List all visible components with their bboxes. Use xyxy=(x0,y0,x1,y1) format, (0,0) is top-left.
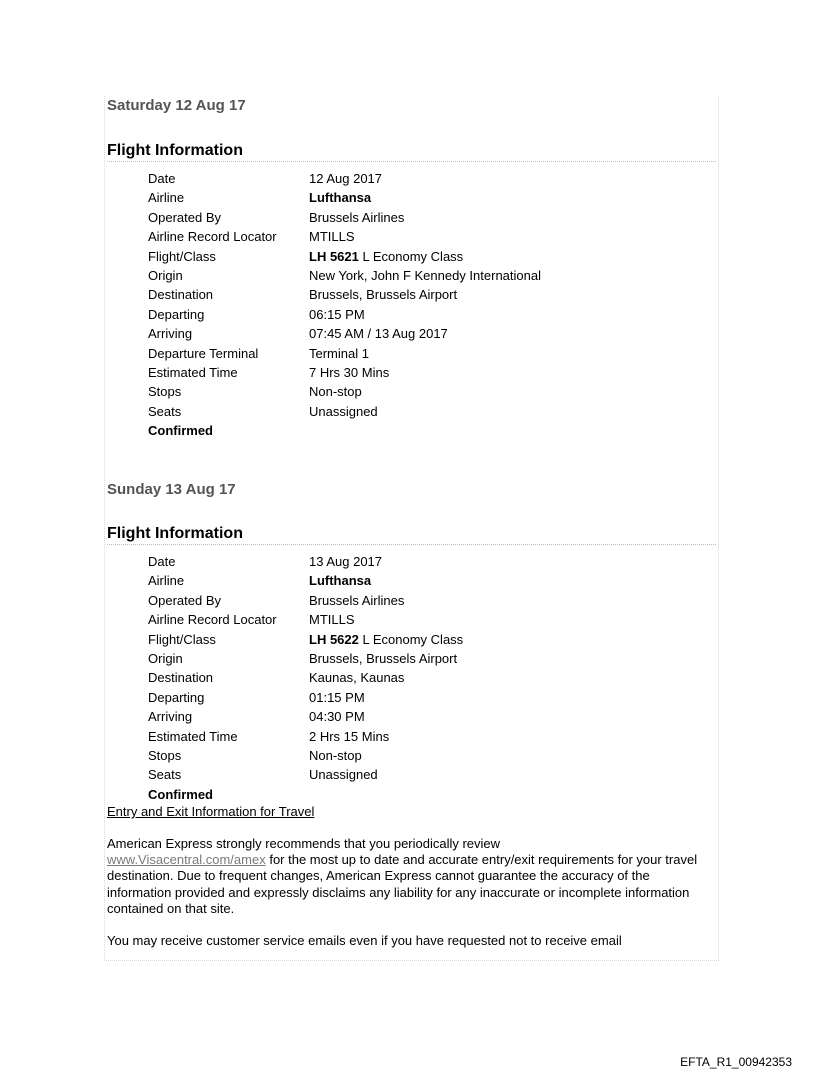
visacentral-link[interactable]: www.Visacentral.com/amex xyxy=(107,852,266,868)
detail-row-airline xyxy=(148,188,708,207)
value-date: 12 Aug 2017 xyxy=(309,171,383,186)
detail-row-departing xyxy=(148,305,708,324)
label-destination: Destination xyxy=(148,287,214,303)
detail-row-destination xyxy=(148,285,708,304)
value-airline: Lufthansa xyxy=(309,573,372,589)
label-operated-by: Operated By xyxy=(148,592,221,608)
class-of-service: L Economy Class xyxy=(362,631,464,647)
detail-row-estimated-time xyxy=(148,363,708,382)
value-departure-terminal: Terminal 1 xyxy=(309,345,369,361)
flight-details-1 xyxy=(148,169,708,440)
label-airline: Airline xyxy=(148,573,185,589)
label-departure-terminal: Departure Terminal xyxy=(148,345,259,361)
value-estimated-time: 2 Hrs 15 Mins xyxy=(309,728,390,744)
customer-service-notice: You may receive customer service emails even if you have requested not to receive email xyxy=(107,933,622,948)
detail-row-departing xyxy=(148,688,708,707)
detail-row-origin xyxy=(148,266,708,285)
value-airline: Lufthansa xyxy=(309,190,372,206)
value-record-locator: MTILLS xyxy=(309,612,355,628)
entry-exit-info-link[interactable]: Entry and Exit Information for Travel xyxy=(107,804,315,819)
label-seats: Seats xyxy=(148,403,182,419)
label-date: Date xyxy=(148,554,176,569)
label-record-locator: Airline Record Locator xyxy=(148,612,277,628)
value-destination: Brussels, Brussels Airport xyxy=(309,287,458,303)
flight-number: LH 5621 xyxy=(309,248,359,264)
value-arriving: 04:30 PM xyxy=(309,709,365,725)
detail-row-date xyxy=(148,169,708,188)
class-of-service: L Economy Class xyxy=(362,248,464,264)
value-seats: Unassigned xyxy=(309,767,378,783)
label-flight-class: Flight/Class xyxy=(148,248,216,264)
detail-row-record-locator xyxy=(148,610,708,629)
value-departing: 01:15 PM xyxy=(309,689,365,705)
label-record-locator: Airline Record Locator xyxy=(148,229,277,245)
label-arriving: Arriving xyxy=(148,326,193,342)
label-origin: Origin xyxy=(148,650,183,666)
status-confirmed: Confirmed xyxy=(148,423,213,439)
value-flight-class xyxy=(309,630,463,649)
detail-row-date xyxy=(148,552,708,571)
entry-exit-paragraph xyxy=(107,836,713,917)
label-estimated-time: Estimated Time xyxy=(148,728,238,744)
flight-details-2 xyxy=(148,552,708,804)
value-operated-by: Brussels Airlines xyxy=(309,592,405,608)
label-destination: Destination xyxy=(148,670,214,686)
detail-row-flight-class xyxy=(148,630,708,649)
day-title-2: Sunday 13 Aug 17 xyxy=(107,481,236,498)
value-arriving: 07:45 AM / 13 Aug 2017 xyxy=(309,326,448,342)
label-flight-class: Flight/Class xyxy=(148,631,216,647)
value-stops: Non-stop xyxy=(309,747,362,763)
detail-row-seats xyxy=(148,402,708,421)
flight-number: LH 5622 xyxy=(309,631,359,647)
detail-row-arriving xyxy=(148,324,708,343)
para-body: for the most up to date and accurate entry/exit requirements for your travel destination. Due to frequent changes, American Express cannot guarantee the accuracy of the information provided and expressly disclaims any liability for any inaccurate or incomplete information contained on that site. xyxy=(107,852,698,916)
value-origin: Brussels, Brussels Airport xyxy=(309,650,458,666)
para-intro: American Express strongly recommends that you periodically review xyxy=(107,836,501,851)
value-operated-by: Brussels Airlines xyxy=(309,209,405,225)
document-id: EFTA_R1_00942353 xyxy=(680,1055,792,1069)
value-date: 13 Aug 2017 xyxy=(309,554,383,569)
flight-information-heading-2: Flight Information xyxy=(107,525,716,545)
value-destination: Kaunas, Kaunas xyxy=(309,670,405,686)
value-stops: Non-stop xyxy=(309,384,362,400)
detail-row-estimated-time xyxy=(148,727,708,746)
value-flight-class xyxy=(309,247,463,266)
detail-row-operated-by xyxy=(148,591,708,610)
label-departing: Departing xyxy=(148,689,205,705)
detail-row-operated-by xyxy=(148,208,708,227)
label-origin: Origin xyxy=(148,267,183,283)
value-departing: 06:15 PM xyxy=(309,306,365,322)
detail-row-origin xyxy=(148,649,708,668)
label-arriving: Arriving xyxy=(148,709,193,725)
label-estimated-time: Estimated Time xyxy=(148,364,238,380)
label-date: Date xyxy=(148,171,176,186)
label-seats: Seats xyxy=(148,767,182,783)
label-operated-by: Operated By xyxy=(148,209,221,225)
label-departing: Departing xyxy=(148,306,205,322)
value-estimated-time: 7 Hrs 30 Mins xyxy=(309,364,390,380)
detail-row-departure-terminal xyxy=(148,344,708,363)
detail-row-airline xyxy=(148,571,708,590)
label-stops: Stops xyxy=(148,747,182,763)
detail-row-arriving xyxy=(148,707,708,726)
detail-row-flight-class xyxy=(148,247,708,266)
detail-row-destination xyxy=(148,668,708,687)
label-stops: Stops xyxy=(148,384,182,400)
detail-row-stops xyxy=(148,382,708,401)
value-origin: New York, John F Kennedy International xyxy=(309,267,541,283)
flight-information-heading-1: Flight Information xyxy=(107,142,716,162)
detail-row-stops xyxy=(148,746,708,765)
value-seats: Unassigned xyxy=(309,403,378,419)
status-confirmed: Confirmed xyxy=(148,786,213,802)
label-airline: Airline xyxy=(148,190,185,206)
detail-row-record-locator xyxy=(148,227,708,246)
day-title-1: Saturday 12 Aug 17 xyxy=(107,97,246,114)
detail-row-seats xyxy=(148,765,708,784)
value-record-locator: MTILLS xyxy=(309,229,355,245)
